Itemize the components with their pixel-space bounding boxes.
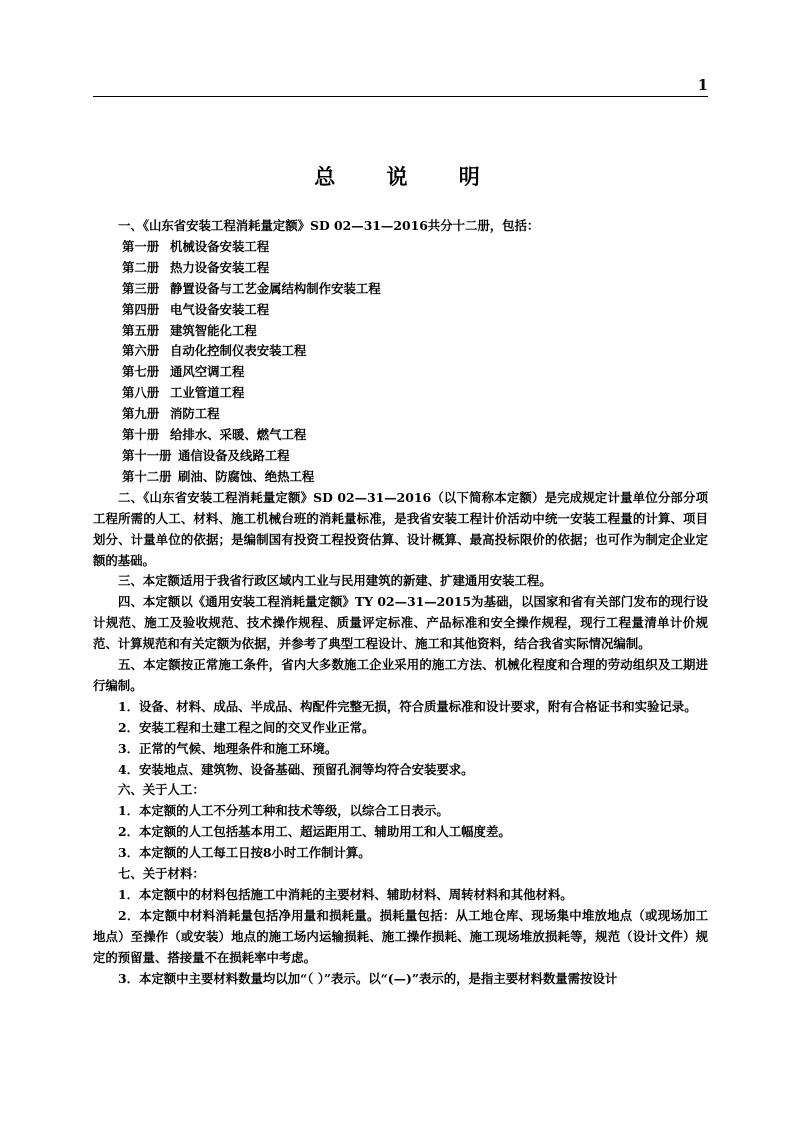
volume-number: 第十二册	[122, 468, 172, 484]
volume-item	[93, 383, 708, 404]
body-paragraph: 五、本定额按正常施工条件，省内大多数施工企业采用的施工方法、机械化程度和合理的劳动组织及工期进行编制。	[93, 657, 708, 693]
volume-number: 第十一册	[122, 447, 172, 463]
body-paragraph: 1．本定额的人工不分列工种和技术等级，以综合工日表示。	[118, 803, 449, 819]
body-paragraph: 三、本定额适用于我省行政区域内工业与民用建筑的新建、扩建通用安装工程。	[118, 573, 552, 589]
volume-name: 自动化控制仪表安装工程	[170, 343, 307, 359]
body-paragraph: 2．本定额中材料消耗量包括净用量和损耗量。损耗量包括：从工地仓库、现场集中堆放地点（或现场加工地点）至操作（或安装）地点的施工场内运输损耗、施工操作损耗、施工现场堆放损耗等，规范（设计文件）规定的预留量、搭接量不在损耗率中考虑。	[93, 907, 708, 965]
volume-item	[93, 362, 708, 383]
intro-paragraph: 一、《山东省安装工程消耗量定额》SD 02—31—2016共分十二册，包括：	[118, 218, 540, 233]
volume-item	[93, 258, 708, 279]
volume-number: 第一册	[122, 238, 160, 254]
body-paragraph: 4．安装地点、建筑物、设备基础、预留孔洞等均符合安装要求。	[118, 761, 474, 777]
body-paragraph: 二、《山东省安装工程消耗量定额》SD 02—31—2016（以下简称本定额）是完成规定计量单位分部分项工程所需的人工、材料、施工机械台班的消耗量标准，是我省安装工程计价活动中统一安装工程量的计算、项目划分、计量单位的依据；是编制国有投资工程投资估算、设计概算、最高投标限价的依据；也可作为制定企业定额的基础。	[93, 489, 708, 568]
header-rule	[93, 96, 708, 97]
volume-number: 第九册	[122, 406, 160, 422]
volume-number: 第五册	[122, 322, 160, 338]
volume-name: 通风空调工程	[170, 364, 245, 380]
volume-item	[93, 279, 708, 300]
volume-number: 第三册	[122, 280, 160, 296]
body-paragraph: 3．正常的气候、地理条件和施工环境。	[118, 740, 338, 756]
volume-name: 静置设备与工艺金属结构制作安装工程	[170, 280, 381, 296]
body-paragraph: 1．设备、材料、成品、半成品、构配件完整无损，符合质量标准和设计要求，附有合格证书和实验记录。	[118, 698, 697, 714]
volume-item	[93, 404, 708, 425]
volume-name: 工业管道工程	[170, 385, 245, 401]
volume-name: 通信设备及线路工程	[178, 447, 290, 463]
page-number: 1	[697, 76, 708, 94]
volume-number: 第八册	[122, 385, 160, 401]
volume-name: 给排水、采暖、燃气工程	[170, 427, 307, 443]
volume-name: 机械设备安装工程	[170, 238, 270, 254]
body-paragraph: 3．本定额中主要材料数量均以加“（ ）”表示。以“(—)”表示的，是指主要材料数量需按设计	[118, 970, 618, 986]
volume-item	[93, 321, 708, 342]
volume-item	[93, 300, 708, 321]
volume-number: 第六册	[122, 343, 160, 359]
volume-name: 建筑智能化工程	[170, 322, 257, 338]
volume-number: 第二册	[122, 259, 160, 275]
volume-name: 热力设备安装工程	[170, 259, 270, 275]
body-paragraph: 2．本定额的人工包括基本用工、超运距用工、辅助用工和人工幅度差。	[118, 824, 511, 840]
volume-number: 第四册	[122, 301, 160, 317]
volume-name: 电气设备安装工程	[170, 301, 270, 317]
body-paragraph: 3．本定额的人工每工日按8小时工作制计算。	[118, 845, 371, 861]
body-paragraph: 四、本定额以《通用安装工程消耗量定额》TY 02—31—2015为基础，以国家和省有关部门发布的现行设计规范、施工及验收规范、技术操作规程、质量评定标准、产品标准和安全操作规程，现行工程量清单计价规范、计算规范和有关定额为依据，并参考了典型工程设计、施工和其他资料，结合我省实际情况编制。	[93, 594, 708, 652]
volume-item	[93, 467, 708, 488]
volume-item	[93, 237, 708, 258]
body-paragraph: 1．本定额中的材料包括施工中消耗的主要材料、辅助材料、周转材料和其他材料。	[118, 887, 573, 902]
volume-name: 消防工程	[170, 406, 220, 422]
page-title: 总 说 明	[314, 164, 502, 189]
body-paragraph: 六、关于人工：	[118, 782, 205, 798]
volume-number: 第七册	[122, 364, 160, 380]
volume-number: 第十册	[122, 427, 160, 443]
volume-name: 刷油、防腐蚀、绝热工程	[178, 468, 315, 484]
volume-item	[93, 446, 708, 467]
body-paragraph: 七、关于材料：	[118, 866, 205, 882]
volume-item	[93, 341, 708, 362]
document-body	[93, 216, 708, 990]
volume-item	[93, 425, 708, 446]
body-paragraph: 2．安装工程和土建工程之间的交叉作业正常。	[118, 719, 375, 735]
